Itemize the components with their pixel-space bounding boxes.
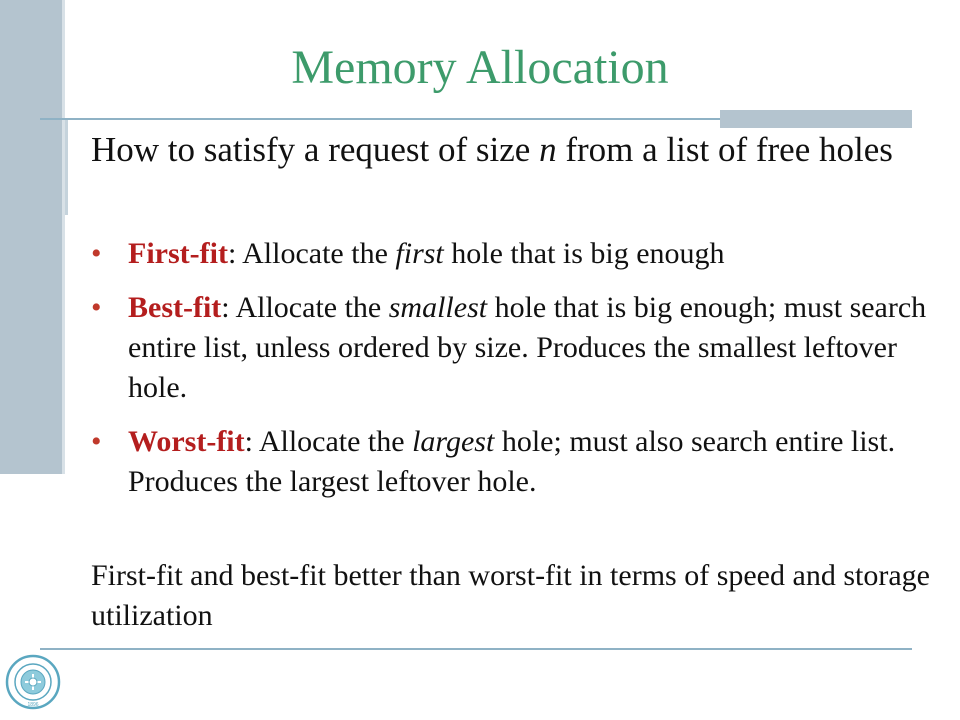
bullet-text-after: hole that is big enough (443, 237, 725, 270)
bullet-text-before: : Allocate the (221, 291, 389, 324)
term-first-fit: First-fit (128, 237, 228, 270)
slide-title: Memory Allocation (291, 41, 669, 94)
list-item-worst-fit (91, 422, 931, 502)
intro-variable: n (539, 130, 557, 169)
term-worst-fit: Worst-fit (128, 425, 245, 458)
intro-after: from a list of free holes (556, 130, 893, 169)
bullet-emphasis: first (395, 237, 444, 270)
intro-before: How to satisfy a request of size (91, 130, 540, 169)
bullet-icon: • (91, 425, 102, 458)
list-item-best-fit (91, 288, 931, 408)
conclusion-text: First-fit and best-fit better than worst-fit in terms of speed and storage utilization (91, 559, 930, 632)
seal-year: 1896 (27, 702, 39, 708)
bullet-icon: • (91, 291, 102, 324)
footer-divider (40, 648, 912, 650)
header-accent-block (720, 110, 912, 128)
intro-text (91, 130, 931, 170)
bullet-emphasis: smallest (388, 291, 488, 324)
intro-accent-line (65, 120, 68, 215)
allocation-strategy-list (91, 234, 931, 516)
bullet-icon: • (91, 237, 102, 270)
bullet-text-before: : Allocate the (227, 237, 396, 270)
bullet-text-after: hole; must also search entire list. Produces the largest leftover hole. (128, 425, 896, 498)
university-seal-icon (5, 654, 61, 710)
term-best-fit: Best-fit (128, 291, 222, 324)
bullet-text-after: hole that is big enough; must search entire list, unless ordered by size. Produces the smallest leftover hole. (128, 291, 927, 404)
bullet-text-before: : Allocate the (244, 425, 413, 458)
bullet-emphasis: largest (412, 425, 495, 458)
list-item-first-fit (91, 234, 931, 274)
